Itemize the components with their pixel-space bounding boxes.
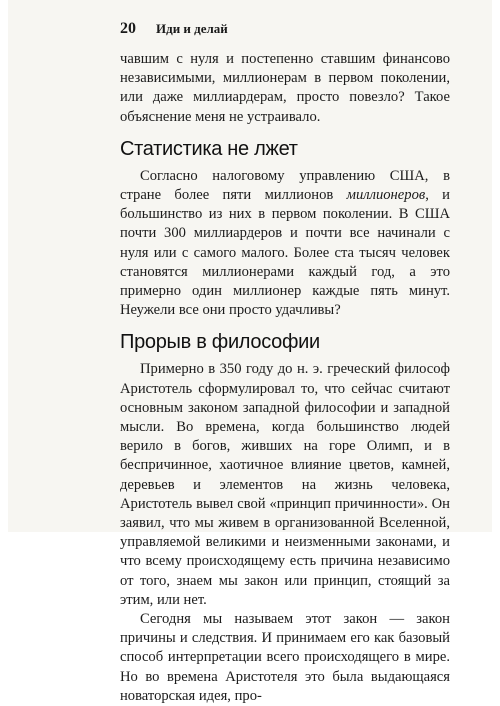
section-heading-statistics: Статистика не лжет xyxy=(120,137,298,160)
paragraph-continued: чавшим с нуля и постепенно ставшим финансово независимыми, миллионерам в первом поколении, или даже миллиардерам, просто повезло? Такое объяснение меня не устраивало. xyxy=(120,51,450,125)
text-run: , и большинство из них в первом поколении. В США почти 300 миллиардеров и почти все начинали с нуля или с самого малого. Более ста тысяч человек становятся миллионерами каждый год, а это примерно один миллионер каждые пять минут. Неужели все они просто удачливы? xyxy=(120,187,450,319)
page-header xyxy=(120,20,450,38)
emphasis-text: миллионеров xyxy=(346,187,426,204)
page-number: 20 xyxy=(120,20,136,37)
paragraph-aristotle: Примерно в 350 году до н. э. греческий философ Аристотель сформулировал то, что сейчас считают основным законом западной философии и западной мысли. Во времена, когда большинство людей верило в богов, живших на горе Олимп, и в беспричинное, хаотичное влияние цветов, камней, деревьев и элементов на жизнь человека, Аристотель вывел свой «принцип причинности». Он заявил, что мы живем в организованной Вселенной, управляемой великими и неизменными законами, и что всему происходящему есть причина независимо от того, знаем мы закон или принцип, стоящий за этим, или нет. xyxy=(120,361,450,608)
paragraph-statistics xyxy=(120,167,450,321)
text-run: Согласно налоговому управлению США, в стране более пяти миллионов xyxy=(120,167,450,204)
section-heading-philosophy: Прорыв в философии xyxy=(120,331,320,354)
running-title: Иди и делай xyxy=(156,21,228,36)
page-content xyxy=(120,50,450,706)
paragraph-cause-effect: Сегодня мы называем этот закон — закон причины и следствия. И принимаем его как базовый способ интерпретации всего происходящего в мире. Но во времена Аристотеля это была выдающаяся новаторская идея, про- xyxy=(120,611,450,704)
book-page xyxy=(8,0,492,704)
